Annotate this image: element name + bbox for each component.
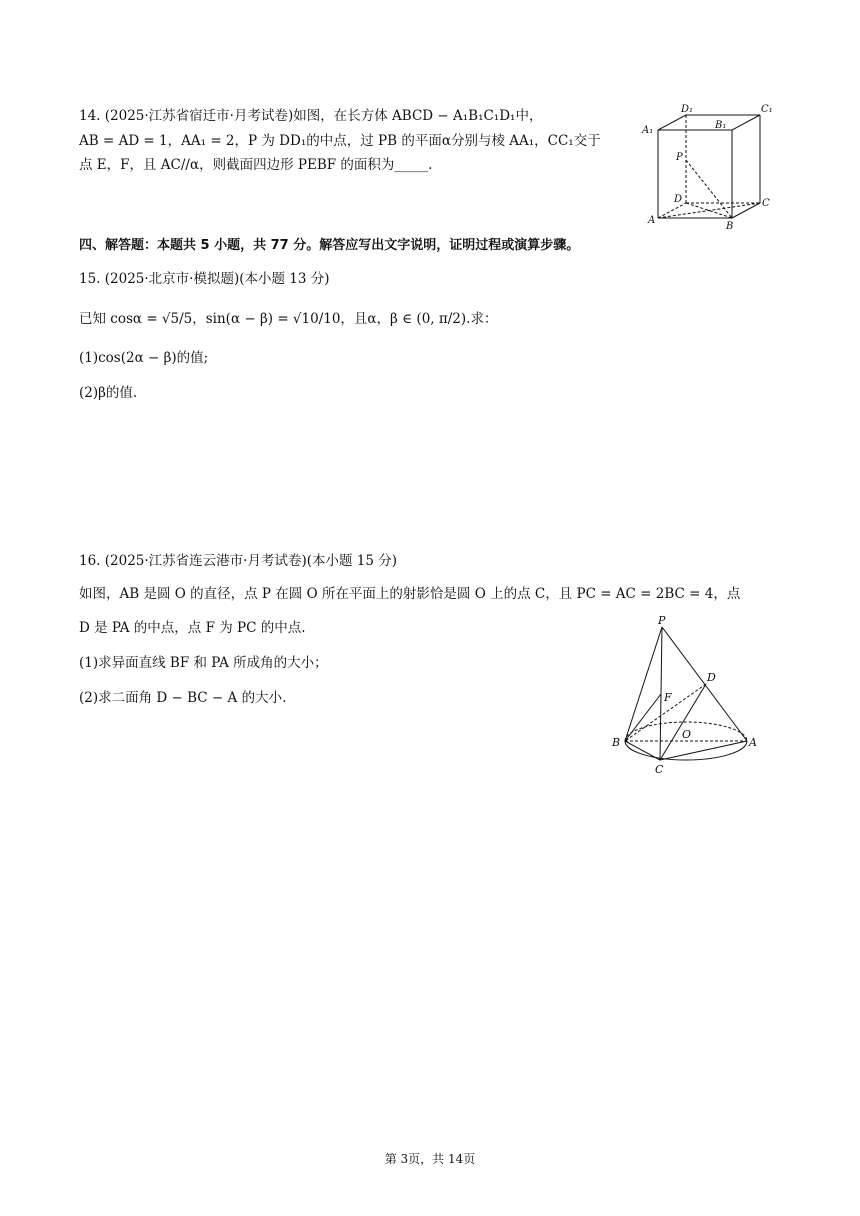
- cuboid-label-d: D: [674, 194, 683, 205]
- q16-line-2: D 是 PA 的中点，点 F 为 PC 的中点.: [79, 620, 306, 636]
- figure-label-c: C: [655, 763, 664, 776]
- section-4-heading: 四、解答题：本题共 5 小题，共 77 分。解答应写出文字说明，证明过程或演算步骤。: [79, 238, 580, 253]
- cuboid-label-a1: A₁: [642, 125, 654, 136]
- cuboid-label-a: A: [648, 215, 656, 226]
- cuboid-label-d1: D₁: [681, 104, 694, 115]
- cuboid-label-b1: B₁: [715, 120, 727, 131]
- figure-label-a: A: [749, 736, 757, 749]
- q14-line-1: 14. (2025·江苏省宿迁市·月考试卷)如图，在长方体 ABCD − A₁B₁C₁D₁中，: [79, 108, 543, 124]
- q16-header: 16. (2025·江苏省连云港市·月考试卷)(本小题 15 分): [79, 553, 398, 569]
- page-footer: 第 3页，共 14页: [384, 1152, 476, 1166]
- cuboid-label-p: P: [676, 152, 683, 163]
- figure-label-d: D: [707, 671, 716, 684]
- cuboid-label-c1: C₁: [761, 104, 773, 115]
- q15-given: 已知 cosα = √5/5，sin(α − β) = √10/10，且α，β ∈ (0, π/2).求：: [79, 311, 498, 327]
- figure-label-o: O: [682, 728, 692, 741]
- cuboid-label-b: B: [726, 221, 734, 232]
- q15-header: 15. (2025·北京市·模拟题)(本小题 13 分): [79, 271, 330, 287]
- q14-line-3: 点 E，F，且 AC//α，则截面四边形 PEBF 的面积为_____.: [79, 157, 433, 173]
- figure-label-b: B: [612, 736, 621, 749]
- q15-part-2: (2)β的值.: [79, 385, 138, 401]
- q16-part-2: (2)求二面角 D − BC − A 的大小.: [79, 690, 287, 706]
- q16-part-1: (1)求异面直线 BF 和 PA 所成角的大小；: [79, 655, 328, 671]
- q14-line-2: AB = AD = 1，AA₁ = 2，P 为 DD₁的中点，过 PB 的平面α分别与棱 AA₁，CC₁交于: [79, 133, 601, 149]
- q16-line-1: 如图，AB 是圆 O 的直径，点 P 在圆 O 所在平面上的射影恰是圆 O 上的点 C，且 PC = AC = 2BC = 4，点: [79, 586, 741, 602]
- q15-part-1: (1)cos(2α − β)的值;: [79, 350, 209, 366]
- cuboid-figure: [640, 100, 780, 235]
- figure-label-f: F: [664, 691, 672, 704]
- figure-label-p: P: [658, 614, 666, 627]
- circle-pyramid-figure: [608, 612, 768, 777]
- cuboid-label-c: C: [762, 198, 770, 209]
